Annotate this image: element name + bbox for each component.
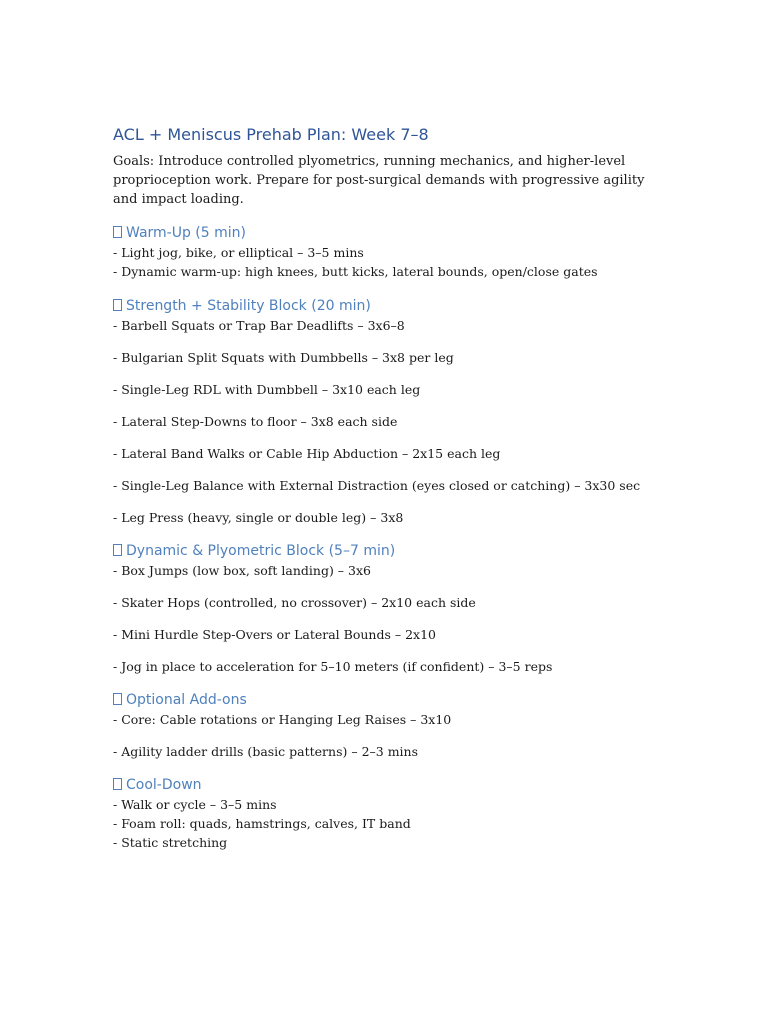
list-item: - Lateral Band Walks or Cable Hip Abduction – 2x15 each leg [113,446,501,461]
list-item: - Dynamic warm-up: high knees, butt kicks, lateral bounds, open/close gates [113,264,598,279]
list-item: - Barbell Squats or Trap Bar Deadlifts – 3x6–8 [113,318,405,333]
section-heading-label: Cool-Down [126,777,202,793]
section-heading-cool-down [113,775,653,795]
section-heading-warm-up [113,223,653,243]
list-item: - Leg Press (heavy, single or double leg) – 3x8 [113,510,404,525]
document-title: ACL + Meniscus Prehab Plan: Week 7–8 [113,125,429,144]
list-item: - Skater Hops (controlled, no crossover) – 2x10 each side [113,595,476,610]
section-heading-optional-add-ons [113,690,653,710]
strength-stability-list [113,316,653,527]
list-item: - Single-Leg RDL with Dumbbell – 3x10 each leg [113,382,421,397]
section-heading-strength-stability [113,296,653,316]
list-item: - Jog in place to acceleration for 5–10 meters (if confident) – 3–5 reps [113,659,553,674]
section-heading-label: Warm-Up (5 min) [126,225,246,241]
section-heading-label: Strength + Stability Block (20 min) [126,298,371,314]
list-item: - Single-Leg Balance with External Distraction (eyes closed or catching) – 3x30 sec [113,478,641,493]
cool-down-list [113,795,653,852]
optional-add-ons-list [113,710,653,761]
list-item: - Static stretching [113,835,228,850]
missing-glyph-icon [113,778,122,790]
missing-glyph-icon [113,693,122,705]
list-item: - Walk or cycle – 3–5 mins [113,797,277,812]
document-body [113,124,653,852]
list-item: - Mini Hurdle Step-Overs or Lateral Bounds – 2x10 [113,627,436,642]
list-item: - Bulgarian Split Squats with Dumbbells – 3x8 per leg [113,350,454,365]
missing-glyph-icon [113,544,122,556]
section-heading-label: Dynamic & Plyometric Block (5–7 min) [126,543,396,559]
section-heading-label: Optional Add-ons [126,692,247,708]
list-item: - Box Jumps (low box, soft landing) – 3x6 [113,563,371,578]
list-item: - Foam roll: quads, hamstrings, calves, IT band [113,816,411,831]
list-item: - Core: Cable rotations or Hanging Leg Raises – 3x10 [113,712,452,727]
list-item: - Lateral Step-Downs to floor – 3x8 each side [113,414,398,429]
missing-glyph-icon [113,299,122,311]
section-heading-dynamic-plyometric [113,541,653,561]
list-item: - Agility ladder drills (basic patterns) – 2–3 mins [113,744,419,759]
goals-paragraph: Goals: Introduce controlled plyometrics, running mechanics, and higher-level proprioception work. Prepare for post-surgical demands with progressive agility and impact loading. [113,154,645,207]
missing-glyph-icon [113,226,122,238]
dynamic-plyometric-list [113,561,653,676]
list-item: - Light jog, bike, or elliptical – 3–5 mins [113,245,364,260]
warm-up-list [113,243,653,281]
